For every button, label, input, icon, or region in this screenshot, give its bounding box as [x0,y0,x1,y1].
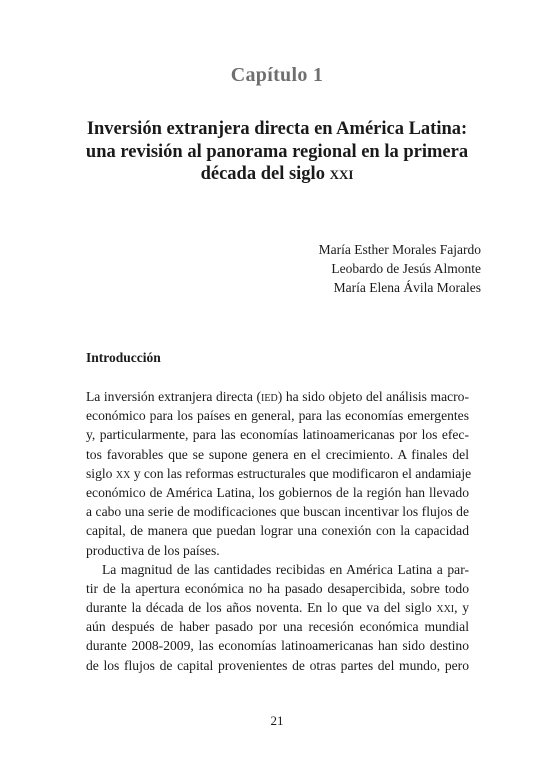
p1-line-1-a: La inversión extranjera directa ( [86,389,262,404]
title-line-3-prefix: década del siglo [200,164,330,184]
p2-line-6: de los flujos de capital provenientes de otras partes del mundo, pero [86,657,469,673]
p1-line-1-b: ) ha sido objeto del análisis macro- [277,389,469,404]
chapter-title [72,118,482,186]
p1-line-6: económico de América Latina, los gobiernos de la región han llevado [86,484,469,500]
p2-line-4: aún después de haber pasado por una recesión económica mundial [86,619,469,635]
chapter-label: Capítulo 1 [230,64,324,86]
p2-line-3-b: , y [454,600,469,616]
body-text [86,387,472,675]
title-line-1: Inversión extranjera directa en América Latina: [86,119,468,139]
p1-line-4: tos favorables que se supone genera en el crecimiento. A finales del [86,446,469,462]
p1-line-5 [86,464,472,483]
p2-line-2: tir de la apertura económica no ha pasado desapercibida, sobre todo [86,580,469,596]
p2-line-3 [86,598,469,617]
p1-line-7: a cabo una serie de modificaciones que buscan incentivar los flujos de [86,504,469,520]
title-century: xxi [329,164,354,184]
page-number: 21 [270,713,284,728]
ied-abbreviation: ied [261,389,278,404]
p1-line-3: y, particularmente, para las economías latinoamericanas por los efec- [86,427,469,443]
title-line-3 [72,163,482,186]
p2-line-1: La magnitud de las cantidades recibidas en América Latina a par- [102,561,469,577]
author-2: Leobardo de Jesús Almonte [331,261,481,276]
section-heading: Introducción [86,350,161,365]
p1-line-2: económico para los países en general, para las economías emergentes [86,408,469,424]
author-1: María Esther Morales Fajardo [318,242,481,257]
p1-line-8: capital, de manera que puedan lograr una conexión con la capacidad [86,523,469,539]
p2-line-3-a: durante la década de los años noventa. En lo que va del siglo [86,600,437,616]
century-xx: xx [115,465,131,481]
century-xxi: xxi [436,600,455,616]
p1-line-9: productiva de los países. [86,542,220,558]
p1-line-5-a: siglo [86,465,116,481]
p2-line-5: durante 2008-2009, las economías latinoamericanas han sido destino [86,638,469,654]
author-list [319,240,481,297]
author-3: María Elena Ávila Morales [333,280,481,295]
title-line-2: una revisión al panorama regional en la primera [85,141,469,162]
p1-line-1 [86,387,469,406]
p1-line-5-b: y con las reformas estructurales que modificaron el andamiaje [130,465,472,481]
